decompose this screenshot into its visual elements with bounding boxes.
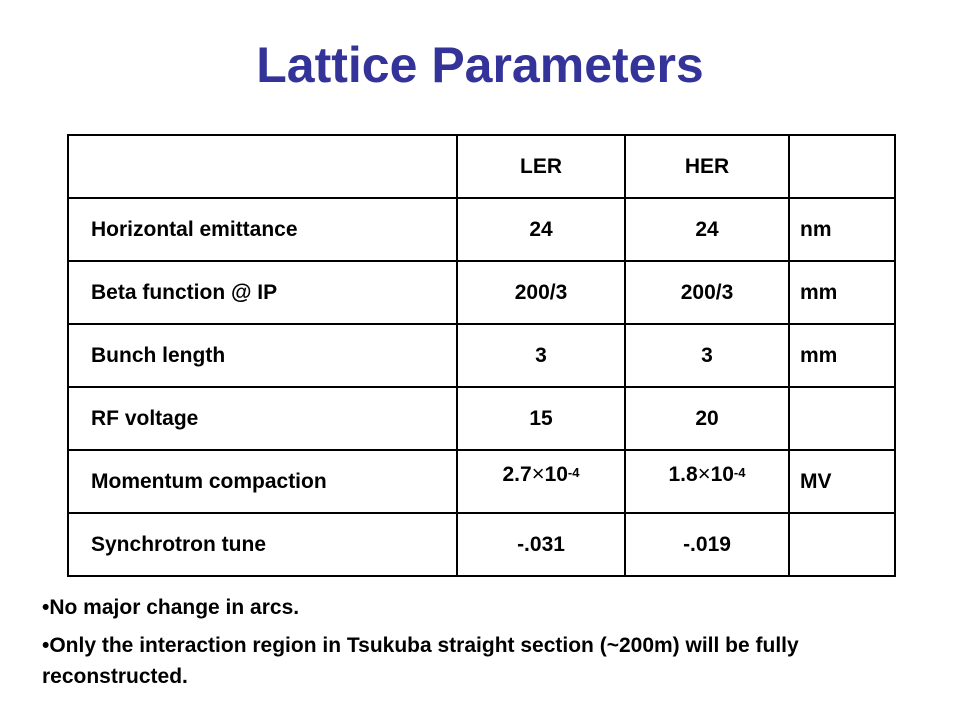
bullet-note: •Only the interaction region in Tsukuba straight section (~200m) will be fully reconstructed. xyxy=(42,634,799,688)
ler-mantissa: 2.7 xyxy=(502,462,532,486)
header-cell-ler: LER xyxy=(457,135,625,198)
header-cell-unit xyxy=(789,135,895,198)
her-value-cell xyxy=(625,450,789,513)
her-base: 10 xyxy=(710,462,734,486)
table-row xyxy=(68,324,895,387)
her-mantissa: 1.8 xyxy=(668,462,698,486)
table-row xyxy=(68,387,895,450)
ler-base: 10 xyxy=(544,462,568,486)
unit-cell: nm xyxy=(789,198,895,261)
her-value-cell: 20 xyxy=(625,387,789,450)
header-cell-her: HER xyxy=(625,135,789,198)
her-value-cell: 200/3 xyxy=(625,261,789,324)
ler-value-cell: 24 xyxy=(457,198,625,261)
multiply-sign: × xyxy=(697,460,711,486)
unit-cell: MV xyxy=(789,450,895,513)
param-name-cell: Horizontal emittance xyxy=(68,198,457,261)
header-cell-empty xyxy=(68,135,457,198)
unit-cell xyxy=(789,387,895,450)
unit-cell xyxy=(789,513,895,576)
ler-value-cell: 3 xyxy=(457,324,625,387)
param-name-cell: Synchrotron tune xyxy=(68,513,457,576)
table-row xyxy=(68,450,895,513)
her-value-cell: -.019 xyxy=(625,513,789,576)
multiply-sign: × xyxy=(531,460,545,486)
bullet-notes xyxy=(42,592,922,699)
param-name-cell: RF voltage xyxy=(68,387,457,450)
her-scientific-value xyxy=(668,460,746,490)
table-row xyxy=(68,198,895,261)
table-row xyxy=(68,513,895,576)
bullet-note: •No major change in arcs. xyxy=(42,596,300,619)
her-exponent: -4 xyxy=(733,464,746,480)
unit-cell: mm xyxy=(789,324,895,387)
table-row xyxy=(68,261,895,324)
lattice-parameters-table xyxy=(67,134,896,577)
param-name-cell: Beta function @ IP xyxy=(68,261,457,324)
ler-value-cell: 15 xyxy=(457,387,625,450)
her-value-cell: 24 xyxy=(625,198,789,261)
slide-title: Lattice Parameters xyxy=(256,37,704,93)
table-header-row xyxy=(68,135,895,198)
param-name-cell: Bunch length xyxy=(68,324,457,387)
ler-value-cell xyxy=(457,450,625,513)
param-name-cell: Momentum compaction xyxy=(68,450,457,513)
ler-value-cell: -.031 xyxy=(457,513,625,576)
ler-value-cell: 200/3 xyxy=(457,261,625,324)
her-value-cell: 3 xyxy=(625,324,789,387)
ler-exponent: -4 xyxy=(567,464,580,480)
unit-cell: mm xyxy=(789,261,895,324)
ler-scientific-value xyxy=(502,460,580,490)
